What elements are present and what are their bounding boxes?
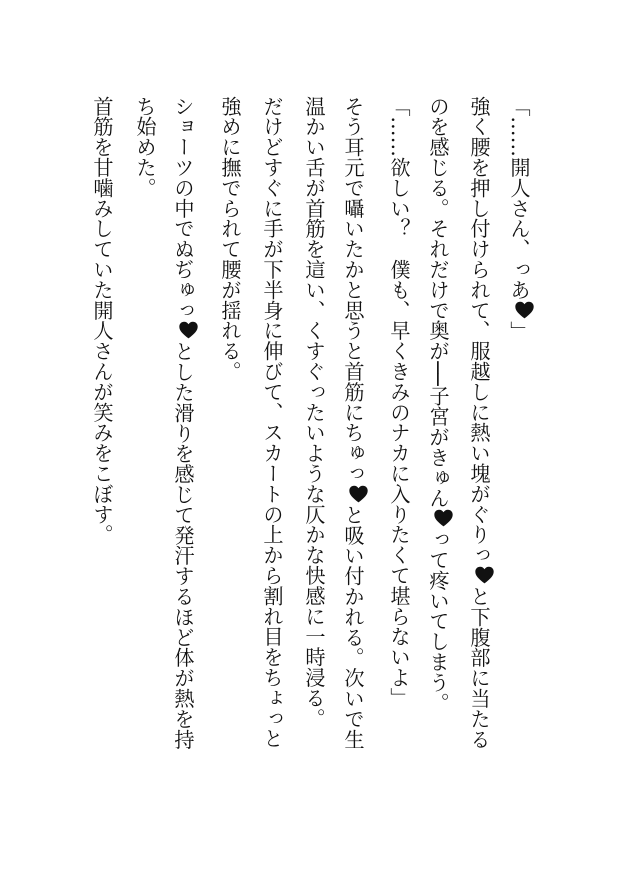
- text-line: [302, 96, 326, 728]
- text-segment: 」: [507, 320, 531, 342]
- text-segment: 強めに撫でられて腰が揺れる。: [218, 96, 242, 382]
- heart-icon: [514, 300, 535, 321]
- text-line: [341, 96, 369, 750]
- text-segment: とした滑りを感じて発汗するほど体が熱を持: [171, 341, 195, 750]
- text-line: [507, 96, 535, 342]
- text-segment: 首筋を甘噛みしていた開人さんが笑みをこぼす。: [90, 96, 114, 545]
- text-line: [133, 96, 157, 198]
- text-line: [218, 96, 242, 382]
- text-segment: そう耳元で囁いたかと思うと首筋にちゅっ: [341, 96, 365, 484]
- text-line: [467, 96, 495, 750]
- text-line: [171, 96, 199, 750]
- heart-icon: [474, 565, 495, 586]
- heart-icon: [178, 320, 199, 341]
- text-segment: ち始めた。: [133, 96, 157, 198]
- text-line: [260, 96, 284, 749]
- text-line: [426, 96, 454, 713]
- text-segment: 温かい舌が首筋を這い、くすぐったいような仄かな快感に一時浸る。: [302, 96, 326, 729]
- text-segment: のを感じる。それだけで奥が──子宮がきゅん: [426, 96, 450, 509]
- text-segment: と吸い付かれる。次いで生: [341, 504, 365, 750]
- text-segment: だけどすぐに手が下半身に伸びて、スカートの上から割れ目をちょっと: [260, 96, 284, 749]
- text-segment: 「……開人さん、っあ: [507, 96, 531, 300]
- text-segment: ショーツの中でぬぢゅっ: [171, 96, 195, 321]
- heart-icon: [348, 484, 369, 505]
- text-segment: と下腹部に当たる: [467, 586, 491, 750]
- text-segment: 「……欲しい？ 僕も、早くきみのナカに入りたくて堪らないよ」: [387, 96, 411, 708]
- heart-icon: [433, 508, 454, 529]
- text-line: [90, 96, 114, 545]
- text-segment: って疼いてしまう。: [426, 529, 450, 713]
- text-line: [387, 96, 411, 708]
- text-segment: 強く腰を押し付けられて、服越しに熱い塊がぐりっ: [467, 96, 491, 566]
